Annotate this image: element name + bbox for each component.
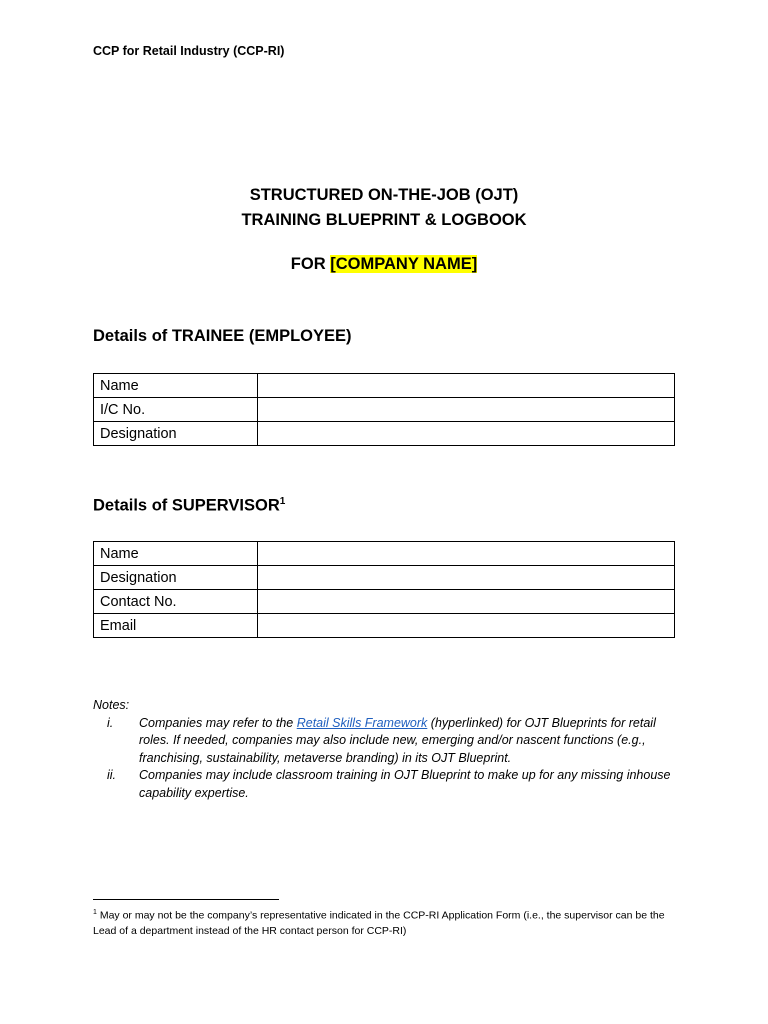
- trainee-section-heading: Details of TRAINEE (EMPLOYEE): [93, 327, 352, 345]
- table-row: [94, 614, 675, 638]
- supervisor-details-table: [93, 541, 675, 638]
- footnote-reference[interactable]: 1: [279, 496, 286, 507]
- note-text-after: (hyperlinked) for OJT Blueprints for retail roles. If needed, companies may also include new, emerging and/or nascent functions (e.g., franchising, sustainability, metaverse branding) in its OJT Blueprint.: [139, 715, 656, 765]
- list-item: [93, 767, 683, 802]
- trainee-name-label: Name: [94, 374, 258, 398]
- footnote-separator: [93, 899, 279, 900]
- note-text-before: Companies may refer to the: [139, 715, 297, 730]
- supervisor-section-heading: [93, 496, 285, 516]
- running-header: CCP for Retail Industry (CCP-RI): [93, 44, 285, 58]
- document-title-line-2: TRAINING BLUEPRINT & LOGBOOK: [241, 211, 527, 229]
- table-row: [94, 566, 675, 590]
- supervisor-contact-field[interactable]: [258, 590, 675, 614]
- note-marker: ii.: [107, 768, 117, 782]
- footnote-marker: 1: [93, 909, 97, 916]
- trainee-details-table: [93, 373, 675, 446]
- supervisor-heading-text: Details of SUPERVISOR: [93, 496, 280, 515]
- table-row: [94, 374, 675, 398]
- trainee-designation-label: Designation: [94, 422, 258, 446]
- note-text: Companies may include classroom training in OJT Blueprint to make up for any missing inhouse capability expertise.: [139, 768, 671, 800]
- note-marker: i.: [107, 715, 114, 730]
- notes-list: [93, 715, 683, 803]
- supervisor-email-label: Email: [94, 614, 258, 638]
- note-text: [139, 716, 656, 765]
- supervisor-name-field[interactable]: [258, 542, 675, 566]
- trainee-ic-label: I/C No.: [94, 398, 258, 422]
- supervisor-designation-label: Designation: [94, 566, 258, 590]
- document-title-line-1: STRUCTURED ON-THE-JOB (OJT): [249, 186, 519, 204]
- list-item: [93, 715, 683, 768]
- supervisor-designation-field[interactable]: [258, 566, 675, 590]
- trainee-ic-field[interactable]: [258, 398, 675, 422]
- table-row: [94, 590, 675, 614]
- for-prefix: FOR: [290, 255, 326, 273]
- notes-heading: Notes:: [93, 698, 130, 712]
- footnote-text: May or may not be the company’s representative indicated in the CCP-RI Application Form (i.e., the supervisor can be the Lead of a department instead of the HR contact person for CCP-RI): [93, 909, 665, 937]
- company-name-placeholder[interactable]: [COMPANY NAME]: [330, 255, 478, 273]
- supervisor-email-field[interactable]: [258, 614, 675, 638]
- supervisor-contact-label: Contact No.: [94, 590, 258, 614]
- table-row: [94, 398, 675, 422]
- trainee-name-field[interactable]: [258, 374, 675, 398]
- table-row: [94, 422, 675, 446]
- notes-section: [93, 697, 683, 802]
- company-line: [0, 255, 768, 274]
- retail-skills-framework-link[interactable]: Retail Skills Framework: [296, 715, 428, 730]
- table-row: [94, 542, 675, 566]
- trainee-designation-field[interactable]: [258, 422, 675, 446]
- footnote: [93, 905, 683, 939]
- supervisor-name-label: Name: [94, 542, 258, 566]
